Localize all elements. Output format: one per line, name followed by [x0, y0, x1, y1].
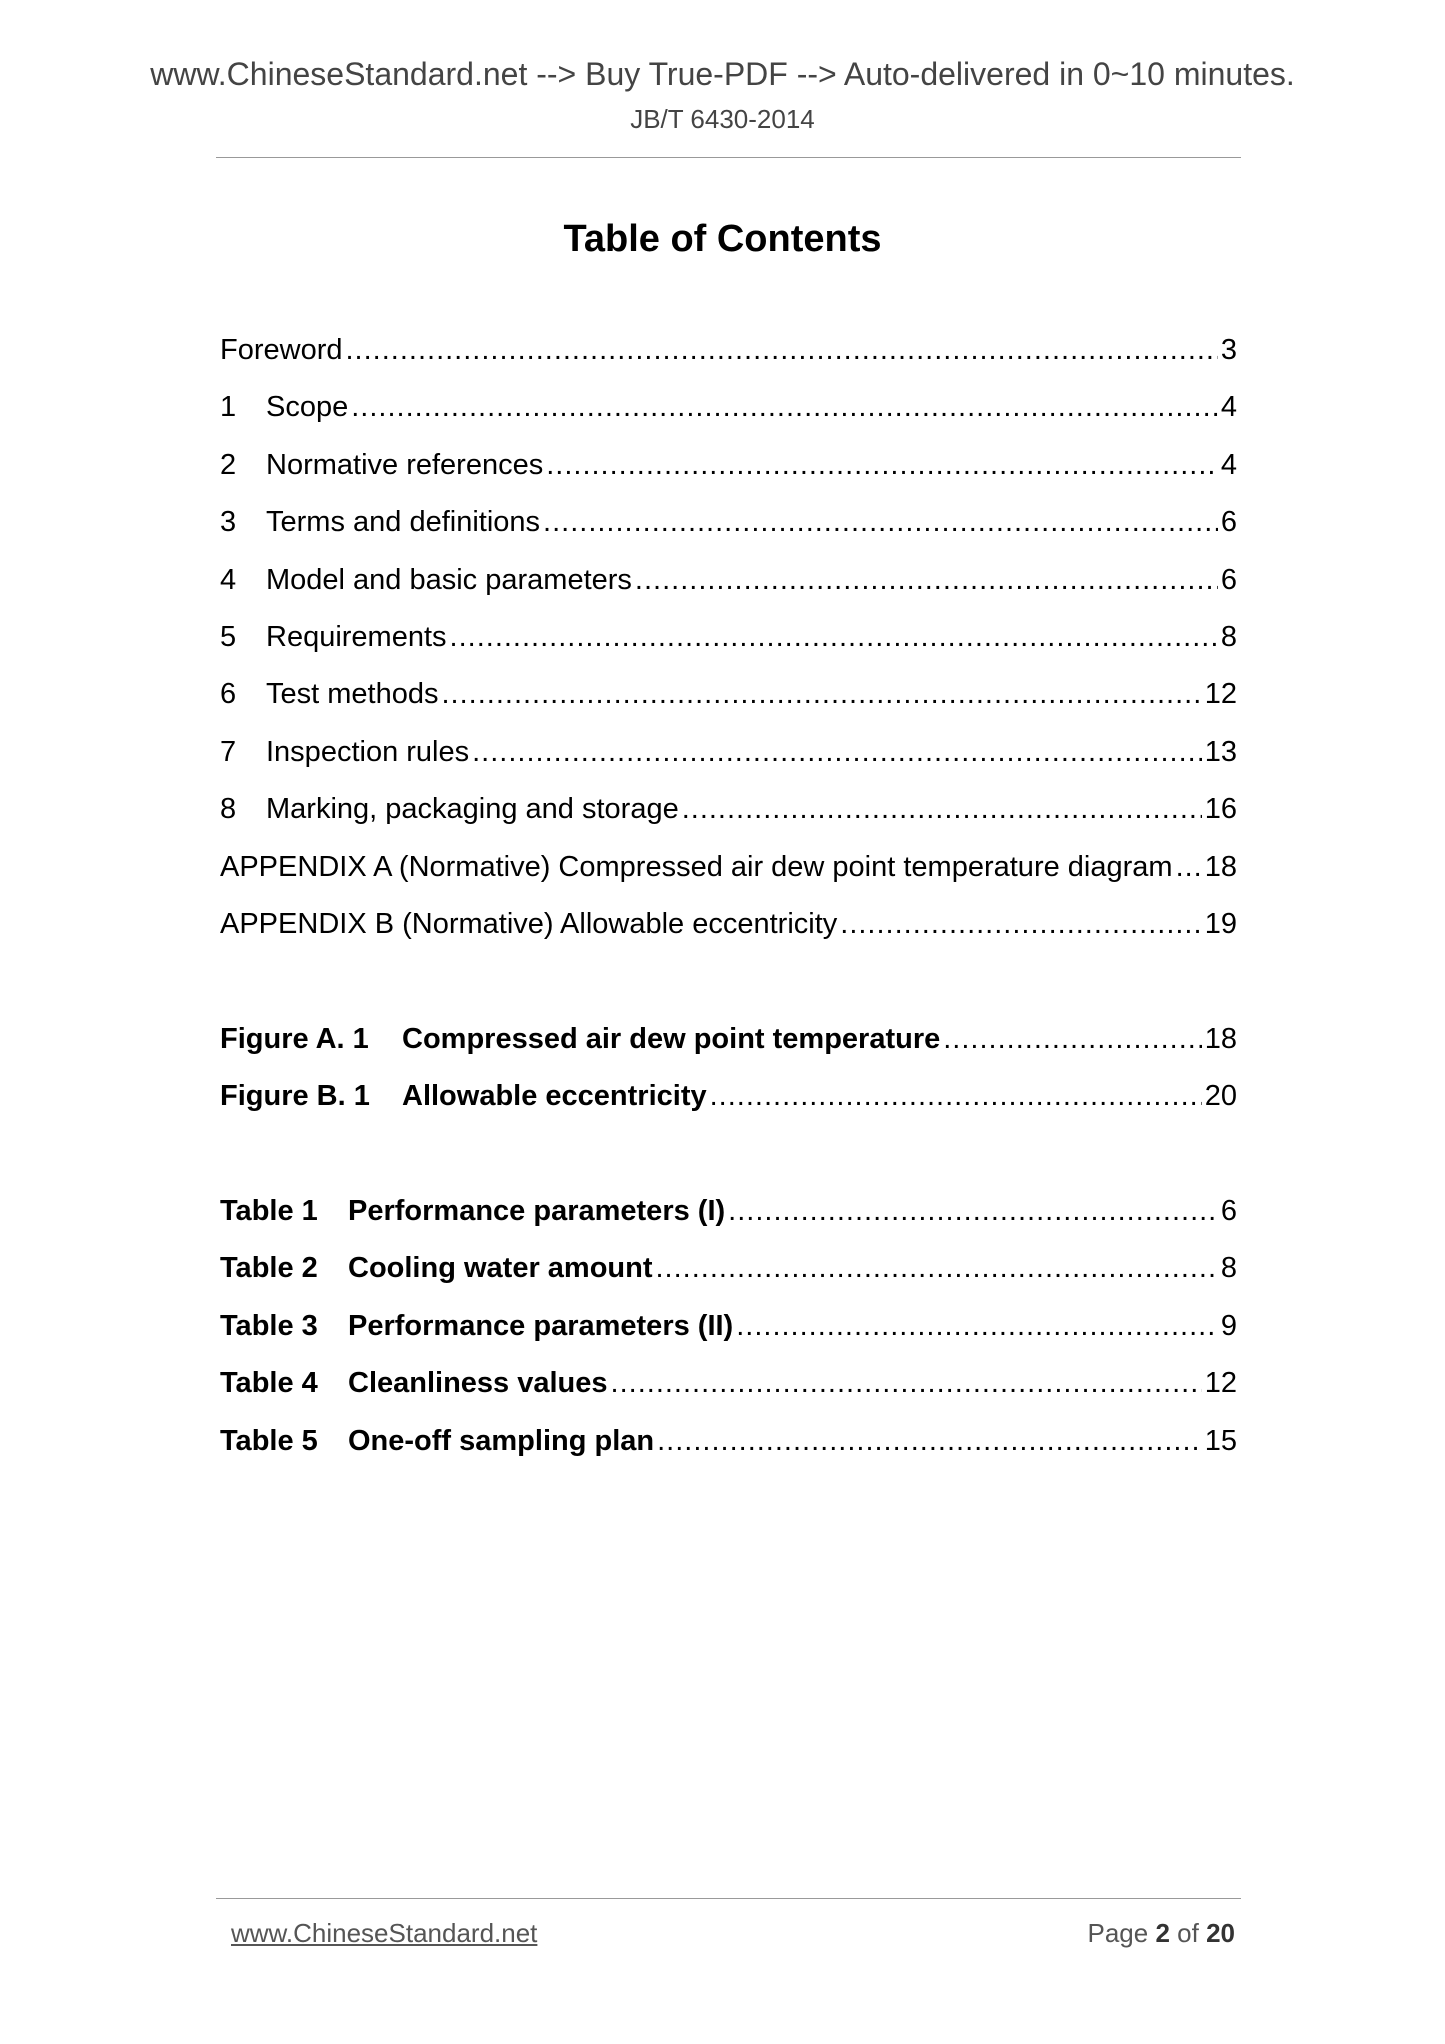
footer-website-link[interactable]: www.ChineseStandard.net — [231, 1918, 538, 1948]
toc-entry-text: Model and basic parameters — [266, 563, 632, 596]
toc-leader-dots — [450, 609, 1218, 666]
toc-table-5[interactable] — [220, 1413, 1237, 1470]
toc-entry-number: 3 — [220, 506, 237, 539]
toc-leader-dots — [943, 1011, 1201, 1068]
toc-leader-dots — [351, 379, 1218, 436]
table-title: Cooling water amount — [348, 1252, 653, 1285]
toc-entry-text: Test methods — [266, 678, 439, 711]
figure-title: Allowable eccentricity — [402, 1080, 707, 1113]
toc-entry-test-methods[interactable] — [220, 666, 1237, 723]
toc-entry-inspection-rules[interactable] — [220, 724, 1237, 781]
toc-leader-dots — [472, 724, 1202, 781]
header-banner: www.ChineseStandard.net --> Buy True-PDF --> Auto-delivered in 0~10 minutes. — [150, 56, 1295, 92]
toc-entry-text: Foreword — [220, 334, 343, 366]
table-title: Cleanliness values — [348, 1367, 608, 1400]
toc-entry-text: Normative references — [266, 448, 544, 481]
figure-page: 20 — [1204, 1080, 1237, 1113]
toc-leader-dots — [611, 1355, 1202, 1412]
toc-entry-requirements[interactable] — [220, 609, 1237, 666]
page-total: 20 — [1206, 1918, 1235, 1948]
toc-leader-dots — [441, 666, 1201, 723]
table-label: Table 5 — [220, 1424, 318, 1457]
page-title: Table of Contents — [563, 218, 882, 260]
page-current: 2 — [1155, 1918, 1170, 1948]
toc-entry-page: 4 — [1220, 448, 1237, 481]
toc-entry-number: 6 — [220, 678, 237, 711]
toc-entry-foreword[interactable] — [220, 322, 1237, 379]
toc-entry-text: Marking, packaging and storage — [266, 793, 679, 826]
toc-entry-text: Inspection rules — [266, 735, 470, 768]
toc-entry-page: 12 — [1204, 678, 1237, 711]
toc-leader-dots — [840, 896, 1201, 953]
toc-entry-number: 8 — [220, 793, 237, 826]
figure-page: 18 — [1204, 1023, 1237, 1055]
toc-entry-page: 16 — [1204, 793, 1237, 826]
toc-entry-appendix-b[interactable] — [220, 896, 1237, 953]
toc-figure-a1[interactable] — [220, 1011, 1237, 1068]
toc-entry-page: 4 — [1220, 391, 1237, 424]
toc-leader-dots — [657, 1413, 1202, 1470]
table-page: 9 — [1220, 1309, 1237, 1342]
toc-entry-page: 18 — [1204, 850, 1237, 883]
toc-table-4[interactable] — [220, 1355, 1237, 1412]
toc-leader-dots — [682, 781, 1202, 838]
footer-divider — [216, 1898, 1241, 1899]
toc-leader-dots — [728, 1183, 1218, 1240]
toc-entry-model-parameters[interactable] — [220, 552, 1237, 609]
toc-entry-page: 6 — [1220, 563, 1237, 596]
toc-entry-number: 1 — [220, 391, 237, 424]
table-label: Table 4 — [220, 1367, 318, 1400]
table-label: Table 2 — [220, 1252, 318, 1285]
toc-leader-dots — [346, 322, 1218, 379]
table-page: 12 — [1204, 1367, 1237, 1400]
toc-entry-text: APPENDIX A (Normative) Compressed air dew point temperature diagram — [220, 850, 1173, 883]
toc-entry-page: 6 — [1220, 506, 1237, 539]
toc-main-list — [220, 322, 1237, 953]
table-title: Performance parameters (II) — [348, 1309, 734, 1342]
toc-leader-dots — [1176, 839, 1202, 896]
toc-entry-text: Scope — [266, 391, 349, 424]
toc-entry-text: Requirements — [266, 620, 447, 653]
toc-entry-number: 7 — [220, 735, 237, 768]
toc-entry-page: 8 — [1220, 620, 1237, 653]
toc-entry-number: 5 — [220, 620, 237, 653]
toc-leader-dots — [736, 1298, 1218, 1355]
table-page: 6 — [1220, 1195, 1237, 1227]
figure-title: Compressed air dew point temperature — [402, 1023, 941, 1055]
page-of: of — [1177, 1918, 1199, 1948]
table-page: 8 — [1220, 1252, 1237, 1285]
table-title: Performance parameters (I) — [348, 1195, 726, 1227]
toc-leader-dots — [656, 1240, 1218, 1297]
header-divider — [216, 157, 1241, 158]
toc-table-2[interactable] — [220, 1240, 1237, 1297]
table-page: 15 — [1204, 1424, 1237, 1457]
footer-page-number — [1087, 1918, 1235, 1949]
toc-entry-marking-packaging[interactable] — [220, 781, 1237, 838]
toc-entry-text: APPENDIX B (Normative) Allowable eccentricity — [220, 907, 838, 940]
toc-entry-terms-definitions[interactable] — [220, 494, 1237, 551]
toc-figures-list — [220, 1011, 1237, 1126]
toc-leader-dots — [635, 552, 1218, 609]
toc-entry-page: 13 — [1204, 735, 1237, 768]
toc-entry-page: 19 — [1204, 907, 1237, 940]
toc-leader-dots — [546, 437, 1218, 494]
toc-table-1[interactable] — [220, 1183, 1237, 1240]
figure-label: Figure A. 1 — [220, 1023, 369, 1055]
toc-tables-list — [220, 1183, 1237, 1470]
toc-entry-number: 2 — [220, 448, 237, 481]
toc-entry-page: 3 — [1220, 334, 1237, 366]
toc-entry-appendix-a[interactable] — [220, 839, 1237, 896]
toc-leader-dots — [543, 494, 1218, 551]
table-label: Table 3 — [220, 1309, 318, 1342]
table-label: Table 1 — [220, 1195, 318, 1227]
page-prefix: Page — [1087, 1918, 1149, 1948]
toc-entry-number: 4 — [220, 563, 237, 596]
toc-leader-dots — [710, 1068, 1202, 1125]
toc-figure-b1[interactable] — [220, 1068, 1237, 1125]
toc-table-3[interactable] — [220, 1298, 1237, 1355]
table-title: One-off sampling plan — [348, 1424, 655, 1457]
toc-entry-normative-references[interactable] — [220, 437, 1237, 494]
figure-label: Figure B. 1 — [220, 1080, 370, 1113]
toc-entry-scope[interactable] — [220, 379, 1237, 436]
document-id: JB/T 6430-2014 — [630, 104, 815, 134]
toc-entry-text: Terms and definitions — [266, 506, 541, 539]
